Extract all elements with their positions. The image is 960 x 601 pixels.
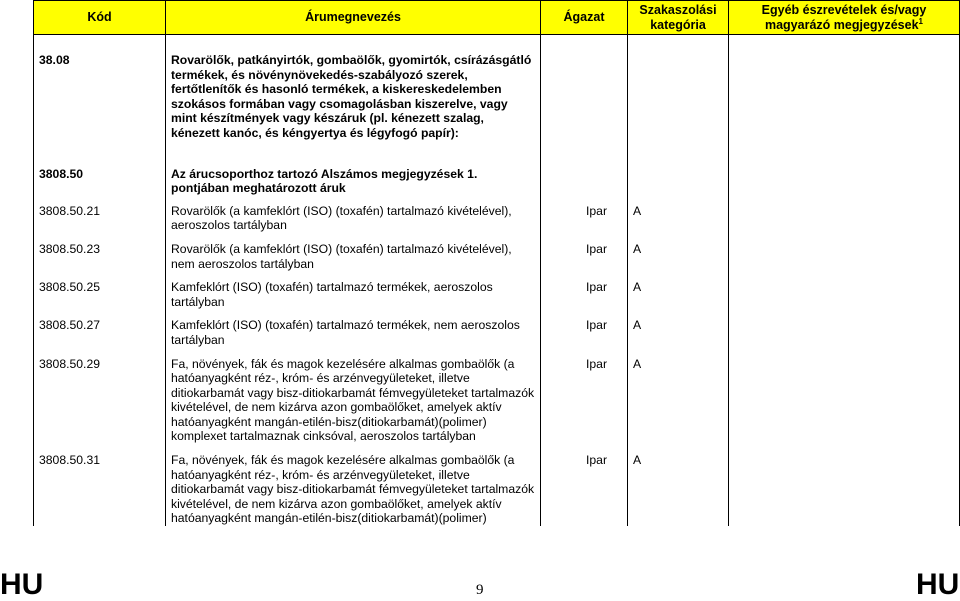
item-egyeb	[729, 280, 960, 318]
table-row	[34, 242, 960, 280]
item-code: 3808.50.31	[34, 453, 166, 526]
tariff-table	[33, 0, 960, 526]
header-kod: Kód	[34, 1, 166, 35]
item-description: Rovarölők (a kamfeklórt (ISO) (toxafén) tartalmazó kivételével), nem aeroszolos tartályban	[166, 242, 541, 280]
header-egyeb	[729, 1, 960, 35]
page-number: 9	[476, 582, 484, 598]
group-code: 3808.50	[34, 159, 166, 204]
item-agazat: Ipar	[541, 280, 628, 318]
group-agazat	[541, 159, 628, 204]
main-code: 38.08	[34, 35, 166, 159]
item-kategoria: A	[628, 318, 729, 356]
item-agazat: Ipar	[541, 318, 628, 356]
table-row	[34, 318, 960, 356]
main-agazat	[541, 35, 628, 159]
item-kategoria: A	[628, 242, 729, 280]
item-description: Rovarölők (a kamfeklórt (ISO) (toxafén) tartalmazó kivételével), aeroszolos tartályban	[166, 204, 541, 242]
item-kategoria: A	[628, 453, 729, 526]
item-agazat: Ipar	[541, 357, 628, 454]
item-description: Fa, növények, fák és magok kezelésére alkalmas gombaölők (a hatóanyagként réz-, króm- és arzénvegyületeket, illetve ditiokarbamát vagy bisz-ditiokarbamát fémvegyületeket tartalmazók kivételével, de nem kizárva azon gombaölőket, amelyek aktív hatóanyagként mangán-etilén-bisz(ditiokarbamát)(polimer)	[166, 453, 541, 526]
item-kategoria: A	[628, 204, 729, 242]
group-kategoria	[628, 159, 729, 204]
item-description: Fa, növények, fák és magok kezelésére alkalmas gombaölők (a hatóanyagként réz-, króm- és arzénvegyületeket, illetve ditiokarbamát vagy bisz-ditiokarbamát fémvegyületeket tartalmazók kivételével, de nem kizárva azon gombaölőket, amelyek aktív hatóanyagként mangán-etilén-bisz(ditiokarbamát)(polimer) komplexet tartalmaznak cinksóval, aeroszolos tartályban	[166, 357, 541, 454]
header-megnevezes: Árumegnevezés	[166, 1, 541, 35]
main-description: Rovarölők, patkányirtók, gombaölők, gyomirtók, csírázásgátló termékek, és növénynövekedés-szabályozó szerek, fertőtlenítők és hasonló termékek, a kiskereskedelemben szokásos formában vagy csomagolásban kiszerelve, vagy mint készítmények vagy készáruk (pl. kénezett szalag, kénezett kanóc, és kéngyertya és légyfogó papír):	[166, 35, 541, 159]
footer-country-right: HU	[916, 568, 960, 601]
item-code: 3808.50.23	[34, 242, 166, 280]
item-description: Kamfeklórt (ISO) (toxafén) tartalmazó termékek, nem aeroszolos tartályban	[166, 318, 541, 356]
item-code: 3808.50.27	[34, 318, 166, 356]
item-kategoria: A	[628, 280, 729, 318]
header-szakaszolasi: Szakaszolási kategória	[628, 1, 729, 35]
table-header-row	[34, 1, 960, 35]
item-egyeb	[729, 357, 960, 454]
item-code: 3808.50.29	[34, 357, 166, 454]
table-row	[34, 280, 960, 318]
item-kategoria: A	[628, 357, 729, 454]
footer-country-left: HU	[0, 568, 44, 601]
table-row	[34, 357, 960, 454]
item-agazat: Ipar	[541, 204, 628, 242]
item-egyeb	[729, 453, 960, 526]
item-agazat: Ipar	[541, 242, 628, 280]
item-description: Kamfeklórt (ISO) (toxafén) tartalmazó termékek, aeroszolos tartályban	[166, 280, 541, 318]
item-code: 3808.50.21	[34, 204, 166, 242]
header-egyeb-label: Egyéb észrevételek és/vagy magyarázó megjegyzések	[761, 2, 927, 32]
table-row	[34, 204, 960, 242]
item-code: 3808.50.25	[34, 280, 166, 318]
item-egyeb	[729, 242, 960, 280]
main-heading-row	[34, 35, 960, 159]
main-kategoria	[628, 35, 729, 159]
main-egyeb	[729, 35, 960, 159]
footnote-marker: 1	[918, 16, 923, 26]
item-egyeb	[729, 204, 960, 242]
table-row	[34, 453, 960, 526]
item-agazat: Ipar	[541, 453, 628, 526]
header-agazat: Ágazat	[541, 1, 628, 35]
item-egyeb	[729, 318, 960, 356]
group-heading-row	[34, 159, 960, 204]
group-description: Az árucsoporthoz tartozó Alszámos megjegyzések 1. pontjában meghatározott áruk	[166, 159, 541, 204]
group-egyeb	[729, 159, 960, 204]
